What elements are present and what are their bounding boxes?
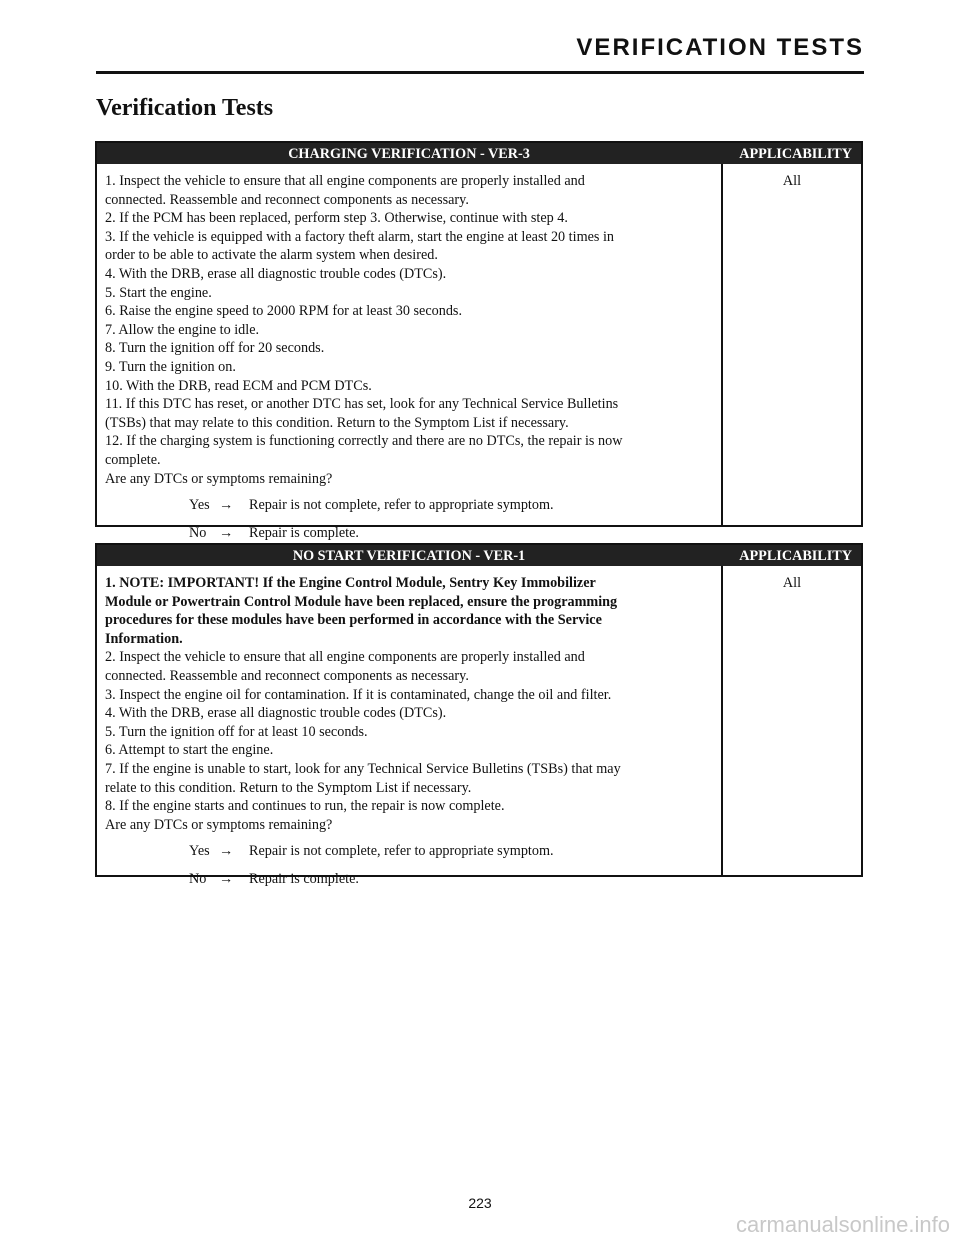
note-line: procedures for these modules have been performed in accordance with the Service	[105, 612, 602, 629]
step-line: 2. Inspect the vehicle to ensure that all engine components are properly installed and	[105, 649, 585, 666]
step-line: 8. Turn the ignition off for 20 seconds.	[105, 340, 325, 357]
answer-result: Repair is not complete, refer to appropriate symptom.	[249, 497, 554, 514]
answer-label: Yes	[189, 843, 210, 860]
answer-result: Repair is complete.	[249, 870, 359, 887]
step-line: 9. Turn the ignition on.	[105, 358, 236, 375]
note-line: Information.	[105, 630, 183, 647]
step-line: 3. If the vehicle is equipped with a factory theft alarm, start the engine at least 20 times in	[105, 228, 615, 245]
step-line: connected. Reassemble and reconnect components as necessary.	[105, 191, 469, 208]
answer-no	[105, 870, 715, 889]
note-line: 1. NOTE: IMPORTANT! If the Engine Control Module, Sentry Key Immobilizer	[105, 575, 596, 591]
step-line: 11. If this DTC has reset, or another DTC has set, look for any Technical Service Bulletins	[105, 396, 619, 413]
charging-verification-table	[95, 141, 863, 541]
no-start-verification-table	[95, 543, 863, 887]
page-number: 223	[468, 1195, 492, 1211]
step-line: (TSBs) that may relate to this condition. Return to the Symptom List if necessary.	[105, 414, 569, 431]
step-line: 5. Turn the ignition off for at least 10 seconds.	[105, 723, 368, 740]
step-line: 4. With the DRB, erase all diagnostic trouble codes (DTCs).	[105, 705, 447, 722]
column-divider	[721, 164, 723, 525]
procedure-steps	[105, 574, 715, 889]
procedure-steps	[105, 172, 715, 542]
step-line: relate to this condition. Return to the Symptom List if necessary.	[105, 779, 472, 796]
arrow-icon: →	[219, 870, 234, 887]
table-body	[97, 566, 861, 887]
table-body	[97, 164, 861, 541]
step-line: Are any DTCs or symptoms remaining?	[105, 816, 333, 833]
answer-label: No	[189, 524, 207, 541]
step-line: order to be able to activate the alarm system when desired.	[105, 247, 438, 264]
table-header	[97, 545, 861, 566]
arrow-icon: →	[219, 497, 234, 514]
step-line: 6. Raise the engine speed to 2000 RPM for at least 30 seconds.	[105, 303, 462, 320]
page-header-title: VERIFICATION TESTS	[576, 34, 864, 61]
answer-label: Yes	[189, 497, 210, 514]
answer-yes	[105, 842, 715, 861]
step-line: Are any DTCs or symptoms remaining?	[105, 470, 333, 487]
applicability-value: All	[782, 575, 802, 591]
answer-label: No	[189, 870, 207, 887]
answer-yes	[105, 496, 715, 515]
arrow-icon: →	[219, 843, 234, 860]
table-title: NO START VERIFICATION - VER-1	[292, 548, 526, 564]
answer-result: Repair is complete.	[249, 524, 359, 541]
step-line: 2. If the PCM has been replaced, perform step 3. Otherwise, continue with step 4.	[105, 210, 568, 227]
step-line: 12. If the charging system is functioning correctly and there are no DTCs, the repair is now	[105, 433, 623, 450]
answer-result: Repair is not complete, refer to appropriate symptom.	[249, 843, 554, 860]
step-line: 1. Inspect the vehicle to ensure that all engine components are properly installed and	[105, 173, 585, 189]
watermark-text: carmanualsonline.info	[735, 1212, 950, 1237]
note-line: Module or Powertrain Control Module have been replaced, ensure the programming	[105, 593, 618, 610]
applicability-value: All	[782, 173, 802, 189]
table-header	[97, 143, 861, 164]
header-rule	[96, 71, 864, 74]
answer-no	[105, 524, 715, 543]
step-line: 6. Attempt to start the engine.	[105, 742, 274, 759]
column-divider	[721, 566, 723, 875]
step-line: 10. With the DRB, read ECM and PCM DTCs.	[105, 377, 372, 394]
step-line: connected. Reassemble and reconnect components as necessary.	[105, 667, 469, 684]
applicability-header: APPLICABILITY	[739, 146, 852, 162]
step-line: 7. Allow the engine to idle.	[105, 321, 260, 338]
step-line: 4. With the DRB, erase all diagnostic trouble codes (DTCs).	[105, 265, 447, 282]
step-line: 5. Start the engine.	[105, 284, 212, 301]
step-line: 7. If the engine is unable to start, look for any Technical Service Bulletins (TSBs) that may	[105, 760, 621, 777]
arrow-icon: →	[219, 524, 234, 541]
table-title: CHARGING VERIFICATION - VER-3	[288, 146, 530, 162]
section-heading: Verification Tests	[96, 95, 274, 121]
step-line: complete.	[105, 451, 161, 468]
applicability-header: APPLICABILITY	[739, 548, 852, 564]
step-line: 8. If the engine starts and continues to run, the repair is now complete.	[105, 798, 505, 815]
step-line: 3. Inspect the engine oil for contamination. If it is contaminated, change the oil and filter.	[105, 686, 612, 703]
